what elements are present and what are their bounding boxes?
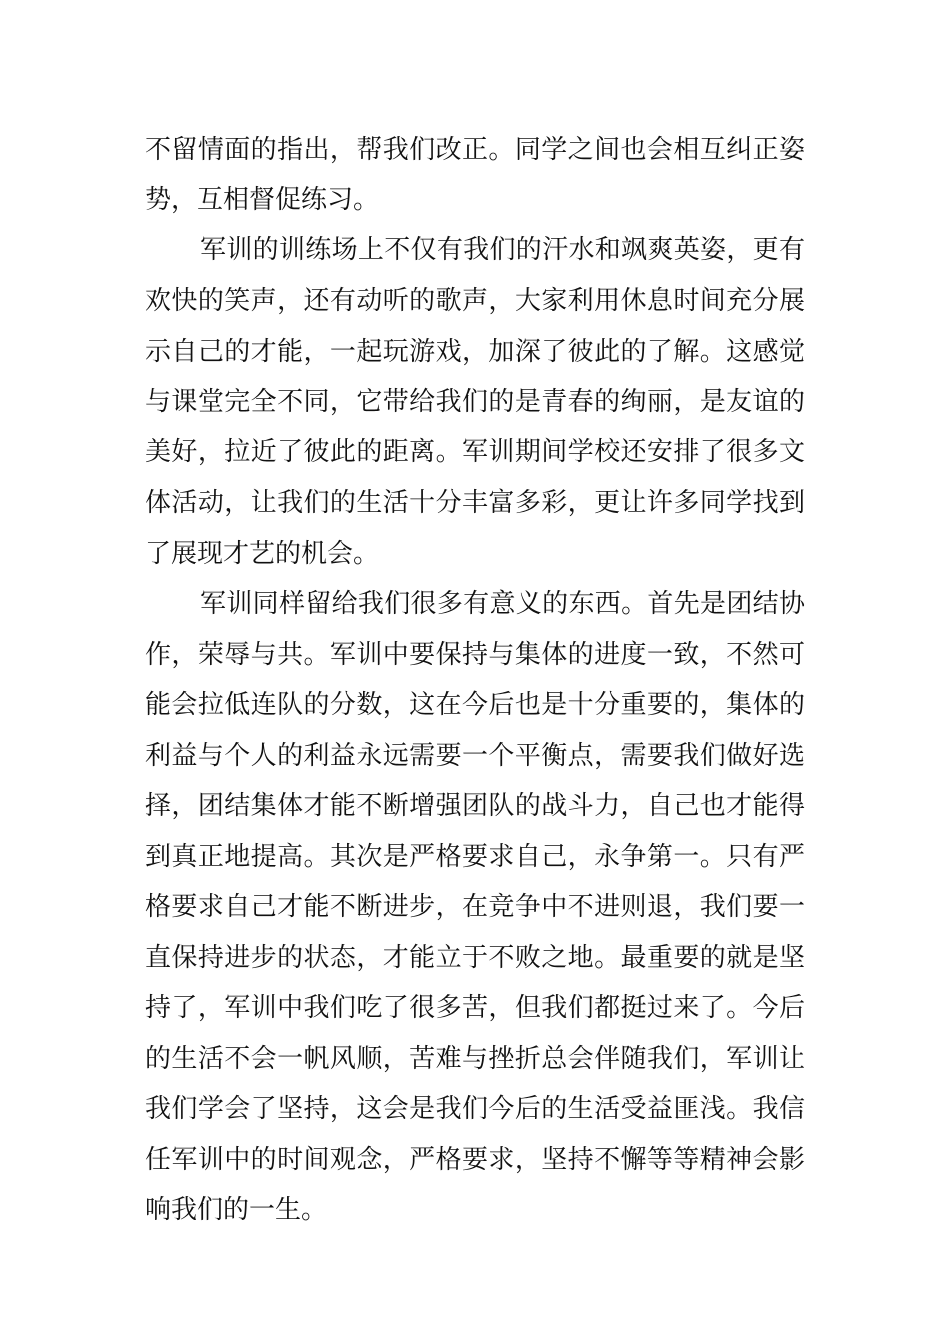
text-line [0, 1089, 950, 1129]
text-line [0, 1190, 950, 1230]
text-line [0, 938, 950, 978]
paragraph-first-line [0, 230, 950, 270]
text-line-content: 直保持进步的状态，才能立于不败之地。最重要的就是坚 [145, 943, 805, 973]
text-line-content: 军训同样留给我们很多有意义的东西。首先是团结协 [200, 589, 805, 619]
text-line-content: 欢快的笑声，还有动听的歌声，大家利用休息时间充分展 [145, 286, 805, 316]
text-line [0, 837, 950, 877]
text-line-content: 与课堂完全不同，它带给我们的是青春的绚丽，是友谊的 [145, 387, 805, 417]
paragraph-first-line [0, 584, 950, 624]
text-line [0, 382, 950, 422]
text-line [0, 786, 950, 826]
text-line [0, 332, 950, 372]
text-line-content: 持了，军训中我们吃了很多苦，但我们都挺过来了。今后 [145, 993, 805, 1023]
text-line [0, 988, 950, 1028]
text-line-content: 示自己的才能，一起玩游戏，加深了彼此的了解。这感觉 [145, 337, 805, 367]
text-line [0, 130, 950, 170]
text-line-content: 利益与个人的利益永远需要一个平衡点，需要我们做好选 [145, 741, 805, 771]
text-line [0, 281, 950, 321]
text-line [0, 1039, 950, 1079]
text-line-content: 了展现才艺的机会。 [145, 539, 380, 569]
text-line [0, 685, 950, 725]
text-line [0, 534, 950, 574]
text-line [0, 736, 950, 776]
text-line-content: 响我们的一生。 [145, 1195, 328, 1225]
text-line-content: 格要求自己才能不断进步，在竞争中不进则退，我们要一 [145, 892, 805, 922]
text-line-content: 能会拉低连队的分数，这在今后也是十分重要的，集体的 [145, 690, 805, 720]
text-line [0, 1140, 950, 1180]
text-line [0, 635, 950, 675]
text-line-content: 择，团结集体才能不断增强团队的战斗力，自己也才能得 [145, 791, 805, 821]
text-line [0, 180, 950, 220]
text-line [0, 887, 950, 927]
text-line-content: 任军训中的时间观念，严格要求，坚持不懈等等精神会影 [145, 1145, 805, 1175]
text-line [0, 432, 950, 472]
text-line-content: 不留情面的指出，帮我们改正。同学之间也会相互纠正姿 [145, 135, 805, 165]
text-line-content: 我们学会了坚持，这会是我们今后的生活受益匪浅。我信 [145, 1094, 805, 1124]
text-line-content: 体活动，让我们的生活十分丰富多彩，更让许多同学找到 [145, 488, 805, 518]
text-line-content: 的生活不会一帆风顺，苦难与挫折总会伴随我们，军训让 [145, 1044, 805, 1074]
text-line-content: 势，互相督促练习。 [145, 185, 380, 215]
text-line-content: 军训的训练场上不仅有我们的汗水和飒爽英姿，更有 [200, 235, 805, 265]
text-line-content: 到真正地提高。其次是严格要求自己，永争第一。只有严 [145, 842, 805, 872]
text-line-content: 作，荣辱与共。军训中要保持与集体的进度一致，不然可 [145, 640, 805, 670]
text-line-content: 美好，拉近了彼此的距离。军训期间学校还安排了很多文 [145, 437, 805, 467]
text-line [0, 483, 950, 523]
